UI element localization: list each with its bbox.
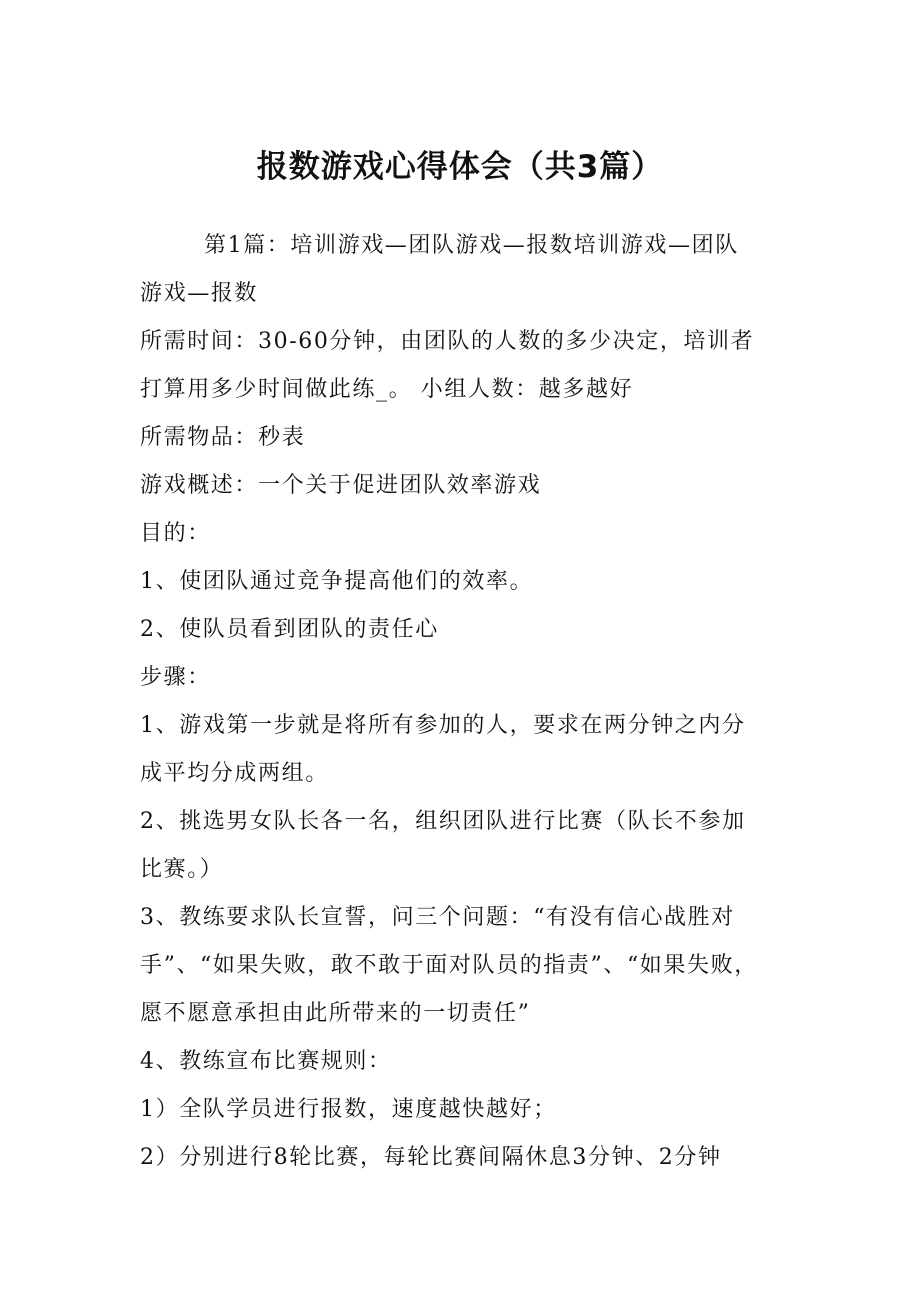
paragraph-line: 2、挑选男女队长各一名，组织团队进行比赛（队长不参加 (140, 809, 746, 834)
paragraph-line: 目的： (140, 521, 211, 546)
paragraph-line: 1）全队学员进行报数，速度越快越好； (140, 1097, 557, 1122)
paragraph-line: 比赛。） (140, 857, 224, 882)
paragraph-line: 所需物品：秒表 (140, 425, 306, 450)
paragraph-line: 手”、“如果失败，敢不敢于面对队员的指责”、“如果失败， (140, 953, 758, 978)
paragraph-line: 1、游戏第一步就是将所有参加的人，要求在两分钟之内分 (140, 713, 746, 738)
document-body (140, 222, 790, 1182)
paragraph-line: 第1篇：培训游戏—团队游戏—报数培训游戏—团队 (204, 233, 739, 258)
paragraph-line: 愿不愿意承担由此所带来的一切责任” (140, 1001, 531, 1026)
paragraph-line: 2、使队员看到团队的责任心 (140, 617, 439, 642)
paragraph-line: 成平均分成两组。 (140, 761, 329, 786)
paragraph-line: 步骤： (140, 665, 211, 690)
paragraph-line: 游戏概述：一个关于促进团队效率游戏 (140, 473, 542, 498)
paragraph-line: 2）分别进行8轮比赛，每轮比赛间隔休息3分钟、2分钟 (140, 1145, 722, 1170)
paragraph-line: 4、教练宣布比赛规则： (140, 1049, 392, 1074)
paragraph-line: 游戏—报数 (140, 281, 259, 306)
document-title: 报数游戏心得体会（共3篇） (256, 149, 664, 185)
paragraph-line: 3、教练要求队长宣誓，问三个问题：“有没有信心战胜对 (140, 905, 735, 930)
paragraph-line: 1、使团队通过竞争提高他们的效率。 (140, 569, 534, 594)
paragraph-line: 打算用多少时间做此练_。 小组人数：越多越好 (140, 377, 634, 402)
paragraph-line: 所需时间：30-60分钟，由团队的人数的多少决定，培训者 (140, 329, 755, 354)
